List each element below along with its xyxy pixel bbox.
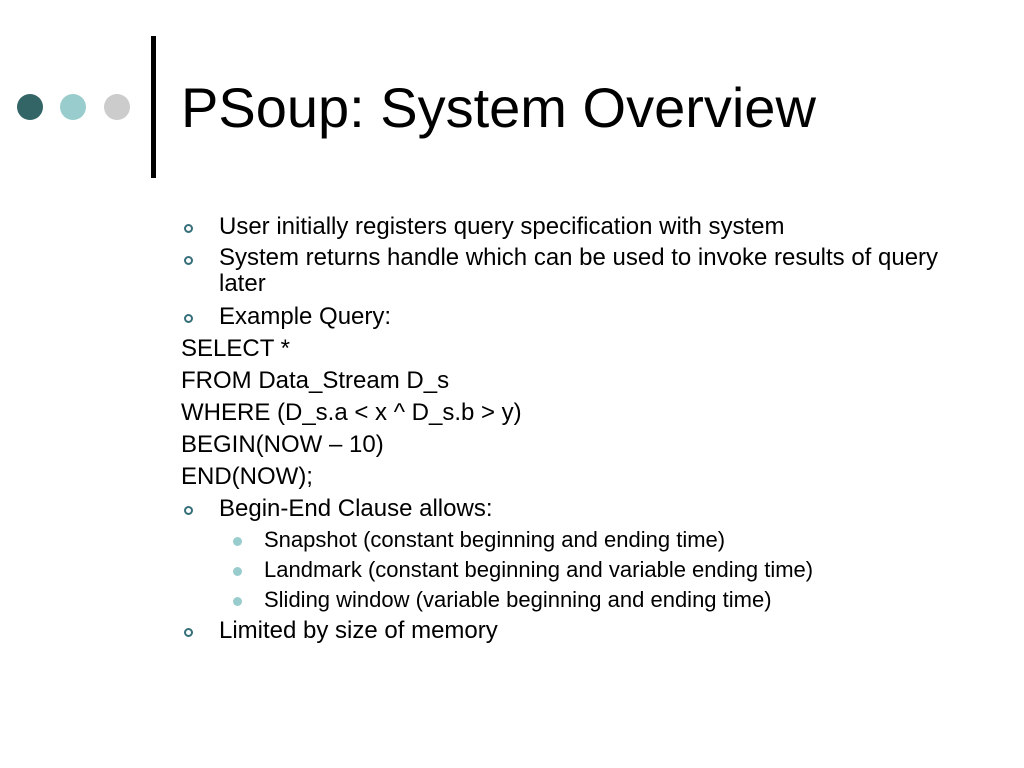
dot-bullet-icon <box>233 597 242 606</box>
query-line: SELECT * <box>181 335 290 362</box>
query-line: WHERE (D_s.a < x ^ D_s.b > y) <box>181 399 522 426</box>
sub-bullet-item <box>181 587 961 613</box>
dot-bullet-icon <box>233 567 242 576</box>
sub-bullet-text: Snapshot (constant beginning and ending time) <box>264 527 726 552</box>
ring-bullet-icon <box>184 256 193 265</box>
ring-bullet-icon <box>184 314 193 323</box>
ring-bullet-icon <box>184 628 193 637</box>
query-line: FROM Data_Stream D_s <box>181 367 450 394</box>
light-dot-icon <box>104 94 130 120</box>
sub-bullet-text: Landmark (constant beginning and variable ending time) <box>264 557 814 582</box>
query-line: END(NOW); <box>181 463 313 490</box>
sub-bullet-item <box>181 527 961 553</box>
dark-dot-icon <box>17 94 43 120</box>
dot-bullet-icon <box>233 537 242 546</box>
sub-bullet-item <box>181 557 961 583</box>
ring-bullet-icon <box>184 506 193 515</box>
bullet-text: Limited by size of memory <box>219 617 498 644</box>
ring-bullet-icon <box>184 224 193 233</box>
bullet-text: User initially registers query specification with system <box>219 213 785 240</box>
bullet-text: System returns handle which can be used to invoke results of query later <box>219 244 939 297</box>
title-divider <box>151 36 156 178</box>
mid-dot-icon <box>60 94 86 120</box>
bullet-item <box>181 245 961 297</box>
bullet-item <box>181 213 961 241</box>
bullet-text: Begin-End Clause allows: <box>219 495 493 522</box>
query-line: BEGIN(NOW – 10) <box>181 431 384 458</box>
bullet-item <box>181 495 961 523</box>
bullet-item <box>181 303 961 331</box>
slide-body <box>181 213 961 645</box>
bullet-item <box>181 617 961 645</box>
decorative-dots <box>0 0 140 200</box>
bullet-text: Example Query: <box>219 303 392 330</box>
slide-title: PSoup: System Overview <box>181 76 816 139</box>
sub-bullet-text: Sliding window (variable beginning and ending time) <box>264 587 772 612</box>
